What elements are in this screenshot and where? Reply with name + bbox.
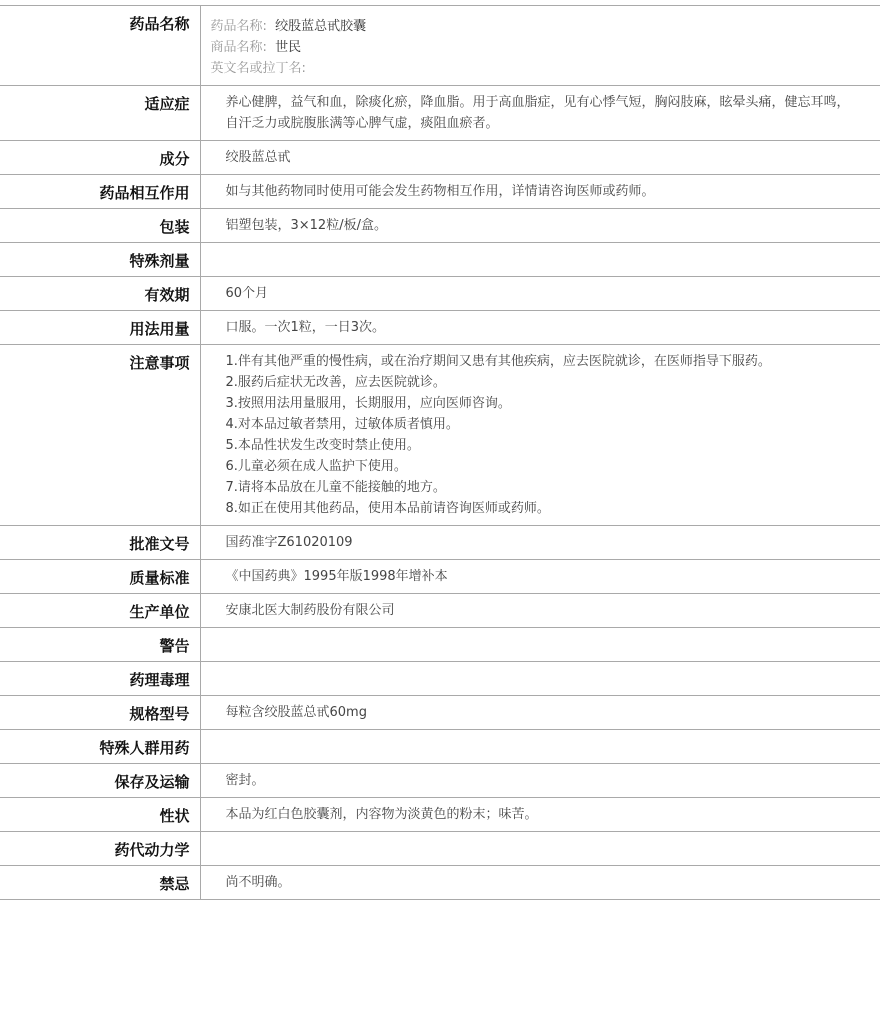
value-warning [200,628,880,662]
row-pharmacokinetics [0,832,880,866]
label-contraindications: 禁忌 [0,866,200,900]
english-name-key: 英文名或拉丁名: [210,61,306,76]
label-validity: 有效期 [0,277,200,311]
row-contraindications [0,866,880,900]
drug-name-value: 绞股蓝总甙胶囊 [275,19,367,34]
row-manufacturer [0,594,880,628]
label-pharmacokinetics: 药代动力学 [0,832,200,866]
value-interactions: 如与其他药物同时使用可能会发生药物相互作用，详情请咨询医师或药师。 [200,175,880,209]
value-special-dosage [200,243,880,277]
label-usage: 用法用量 [0,311,200,345]
value-ingredients: 绞股蓝总甙 [200,141,880,175]
row-validity [0,277,880,311]
row-spec [0,696,880,730]
row-indications [0,86,880,141]
label-approval: 批准文号 [0,526,200,560]
row-warning [0,628,880,662]
row-properties [0,798,880,832]
value-usage: 口服。一次1粒，一日3次。 [200,311,880,345]
label-precautions: 注意事项 [0,345,200,526]
value-validity: 60个月 [200,277,880,311]
drug-info-sheet [0,5,880,900]
precaution-item: 8.如正在使用其他药品，使用本品前请咨询医师或药师。 [225,501,550,516]
row-standard [0,560,880,594]
value-manufacturer: 安康北医大制药股份有限公司 [200,594,880,628]
value-contraindications: 尚不明确。 [200,866,880,900]
label-interactions: 药品相互作用 [0,175,200,209]
label-name: 药品名称 [0,6,200,86]
label-spec: 规格型号 [0,696,200,730]
label-special-population: 特殊人群用药 [0,730,200,764]
trade-name-value: 世民 [275,40,302,55]
name-block [200,6,880,86]
value-packaging: 铝塑包装，3×12粒/板/盒。 [200,209,880,243]
value-precautions [200,345,880,526]
label-toxicology: 药理毒理 [0,662,200,696]
drug-name-key: 药品名称: [210,19,267,34]
row-ingredients [0,141,880,175]
value-spec: 每粒含绞股蓝总甙60mg [200,696,880,730]
label-storage: 保存及运输 [0,764,200,798]
value-approval: 国药准字Z61020109 [200,526,880,560]
label-warning: 警告 [0,628,200,662]
precaution-item: 4.对本品过敏者禁用，过敏体质者慎用。 [225,417,459,432]
precaution-item: 6.儿童必须在成人监护下使用。 [225,459,407,474]
row-toxicology [0,662,880,696]
row-usage [0,311,880,345]
value-special-population [200,730,880,764]
label-ingredients: 成分 [0,141,200,175]
value-toxicology [200,662,880,696]
precaution-item: 7.请将本品放在儿童不能接触的地方。 [225,480,446,495]
row-precautions [0,345,880,526]
row-name [0,6,880,86]
row-approval [0,526,880,560]
precaution-item: 2.服药后症状无改善，应去医院就诊。 [225,375,446,390]
trade-name-key: 商品名称: [210,40,267,55]
row-special-population [0,730,880,764]
row-packaging [0,209,880,243]
label-manufacturer: 生产单位 [0,594,200,628]
label-properties: 性状 [0,798,200,832]
label-special-dosage: 特殊剂量 [0,243,200,277]
drug-info-table [0,5,880,900]
label-packaging: 包装 [0,209,200,243]
value-standard: 《中国药典》1995年版1998年增补本 [200,560,880,594]
value-storage: 密封。 [200,764,880,798]
value-pharmacokinetics [200,832,880,866]
precaution-item: 1.伴有其他严重的慢性病，或在治疗期间又患有其他疾病，应去医院就诊，在医师指导下服药。 [225,354,771,369]
row-special-dosage [0,243,880,277]
value-properties: 本品为红白色胶囊剂，内容物为淡黄色的粉末；味苦。 [200,798,880,832]
precaution-item: 3.按照用法用量服用，长期服用，应向医师咨询。 [225,396,511,411]
row-storage [0,764,880,798]
label-indications: 适应症 [0,86,200,141]
value-indications: 养心健脾，益气和血，除痰化瘀，降血脂。用于高血脂症，见有心悸气短，胸闷肢麻，眩晕头痛，健忘耳鸣，自汗乏力或脘腹胀满等心脾气虚，痰阻血瘀者。 [200,86,880,141]
precaution-item: 5.本品性状发生改变时禁止使用。 [225,438,420,453]
label-standard: 质量标准 [0,560,200,594]
row-interactions [0,175,880,209]
